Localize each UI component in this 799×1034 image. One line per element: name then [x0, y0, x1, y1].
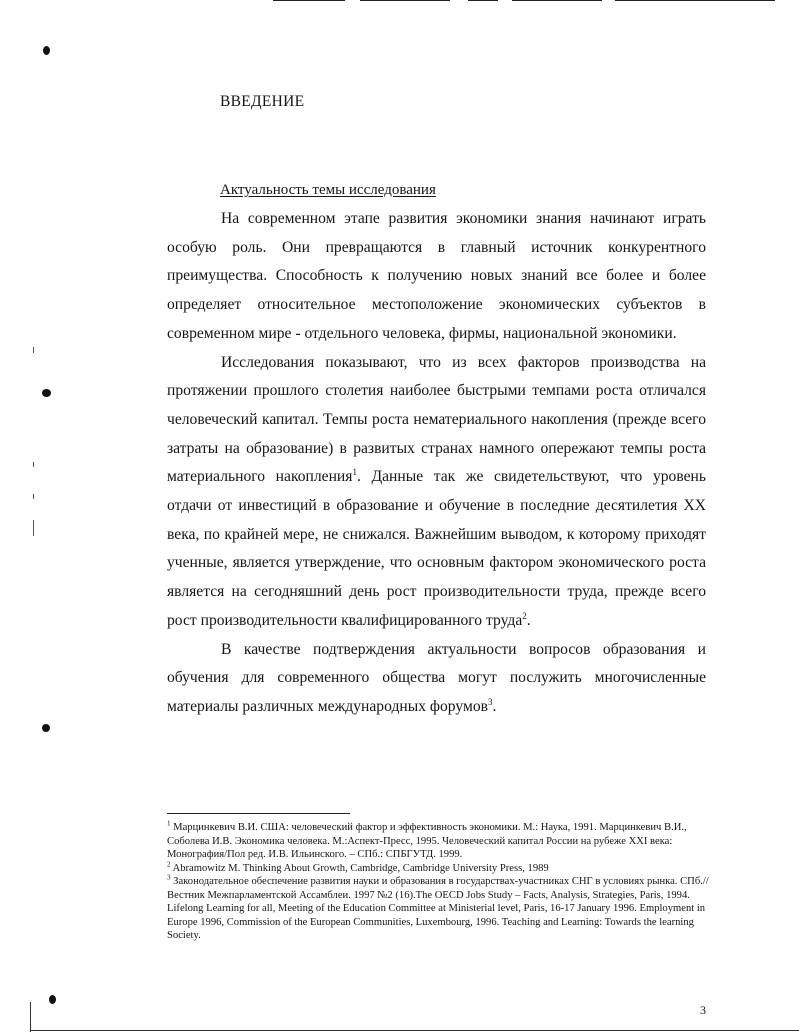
page-edge-left [30, 1002, 31, 1032]
scan-artifact-line [512, 0, 602, 1]
scan-tick-mark [33, 494, 34, 499]
footnote-separator [167, 813, 350, 814]
footnote-ref: 2 [522, 610, 527, 621]
footnote-1: $^1$ Марцинкевич В.И. США: человеческий фактор и эффективность экономики. М.: Наука, 1991. Марцинкевич В.И., Соболева И.В. Экономика человека. М.:Аспект-Пресс, 1995. Человеческий капитал России на рубеже XXI века: Монография/Пол ред. И.В. Ильинского. – СПб.: СПБГУТД. 1999. [167, 819, 687, 860]
page-number: 3 [700, 1003, 706, 1017]
scan-tick-mark [33, 520, 34, 536]
scan-artifact-line [468, 0, 498, 1]
punch-hole-speck [43, 46, 50, 55]
scan-artifact-line [273, 0, 345, 1]
scan-tick-mark [33, 347, 34, 353]
scan-artifact-line [615, 0, 775, 1]
paragraph-3: В качестве подтверждения актуальности вопросов образования и обучения для современного общества могут послужить многочисленные материалы различных международных форумов$^3$. [167, 640, 706, 715]
paragraph-1: На современном этапе развития экономики знания начинают играть особую роль. Они превращаются в главный источник конкурентного преимущества. Способность к получению новых знаний все более и более определяет относительное местоположение экономических субъектов в современном мире - отдельного человека, фирмы, национальной экономики. [167, 210, 706, 342]
footnote-ref: 1 [352, 467, 357, 478]
footnote-2: $^2$ Abramowitz M. Thinking About Growth, Cambridge, Cambridge University Press, 1989 [167, 859, 549, 874]
page-edge-bottom [30, 1030, 799, 1031]
footnote-3: $^3$ Законодательное обеспечение развития науки и образования в государствах-участниках СНГ в условиях рынка. СПб.// Вестник Межпарламентской Ассамблеи. 1997 №2 (16).The OECD Jobs Study – Facts, Analysis, Strategies, Paris, 1994. Lifelong Learning for all, Meeting of the Education Committee at Ministerial level, Paris, 16-17 January 1996. Employment in Europe 1996, Commission of the European Communities, Luxembourg, 1996. Teaching and Learning: Towards the learning Society. [167, 873, 709, 941]
punch-hole-speck [42, 389, 51, 397]
punch-hole-speck [42, 724, 50, 732]
section-heading: Актуальность темы исследования [220, 182, 436, 198]
scan-tick-mark [33, 462, 34, 467]
footnote-ref: 3 [488, 696, 493, 707]
punch-hole-speck [49, 995, 56, 1004]
page-title: ВВЕДЕНИЕ [220, 93, 305, 110]
paragraph-2: Исследования показывают, что из всех факторов производства на протяжении прошлого столетия наиболее быстрыми темпами роста отличался человеческий капитал. Темпы роста нематериального накопления (прежде всего затраты на образование) в развитых странах намного опережают темпы роста материального накопления$^1$. Данные так же свидетельствуют, что уровень отдачи от инвестиций в образование и обучение в последние десятилетия XX века, по крайней мере, не снижался. Важнейшим выводом, к которому приходят ученные, является утверждение, что основным фактором экономического роста является на сегодняшний день рост производительности труда, прежде всего рост производительности квалифицированного труда$^2$. [167, 353, 706, 629]
footnotes [167, 821, 712, 943]
scan-artifact-line [360, 0, 450, 1]
body-text [167, 205, 706, 722]
